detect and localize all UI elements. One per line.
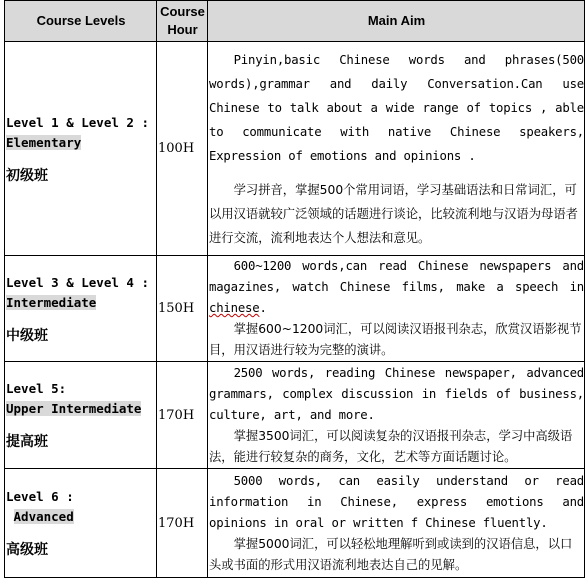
table-row-level-6 — [5, 469, 585, 578]
header-hour-line1: Course — [160, 4, 205, 19]
main-aim-cell — [208, 362, 585, 469]
header-main-aim: Main Aim — [208, 1, 585, 42]
level-name-line1: Level 5: — [6, 381, 67, 396]
main-aim-chinese: 掌握600~1200词汇，可以阅读汉语报刊杂志，欣赏汉语影视节目，用汉语进行较为完整的演讲。 — [209, 322, 582, 357]
course-hours: 170H — [157, 469, 208, 578]
main-aim-chinese: 掌握5000词汇，可以轻松地理解听到或读到的汉语信息，以口头或书面的形式用汉语流利地表达自己的见解。 — [209, 536, 573, 572]
header-course-levels: Course Levels — [5, 1, 157, 42]
header-hour-line2: Hour — [167, 22, 198, 37]
course-hours: 150H — [157, 256, 208, 362]
level-name-line1: Level 1 & Level 2 : — [6, 114, 149, 130]
table-row-level-5 — [5, 362, 585, 469]
level-cell — [5, 469, 157, 578]
level-cell — [5, 362, 157, 469]
spelling-underlined-word: chinese — [209, 301, 260, 315]
main-aim-english: Pinyin,basic Chinese words and phrases(500 words),grammar and daily Conversation.Can use Chinese to talk about a wide range of topics , able to communicate with native Chinese speakers, Expression of emotions and opinions . — [209, 52, 584, 163]
main-aim-english-part3: . — [259, 301, 267, 315]
main-aim-cell — [208, 256, 585, 362]
main-aim-chinese: 学习拼音，掌握500个常用词语，学习基础语法和日常词汇，可以用汉语就较广泛领域的话题进行谈论，比较流利地与汉语为母语者进行交流，流利地表达个人想法和意见。 — [209, 182, 578, 245]
level-name-line2: Advanced — [13, 509, 74, 524]
level-name-line2: Elementary — [6, 134, 82, 150]
table-row-level-1-2 — [5, 42, 585, 256]
table-row-level-3-4 — [5, 256, 585, 362]
level-name-chinese: 提高班 — [6, 434, 48, 450]
level-name-line2: Intermediate — [6, 294, 97, 310]
main-aim-chinese: 掌握3500词汇，可以阅读复杂的汉语报刊杂志，学习中高级语法，能进行较复杂的商务，文化，艺术等方面话题讨论。 — [209, 428, 573, 464]
header-row — [5, 1, 585, 42]
level-name-chinese: 高级班 — [6, 542, 48, 558]
level-name-line1: Level 6 : — [6, 489, 74, 504]
main-aim-english — [209, 256, 584, 319]
level-name-chinese: 初级班 — [6, 167, 48, 184]
level-cell — [5, 42, 157, 256]
main-aim-english: 5000 words, can easily understand or read information in Chinese, express emotions and opinions in oral or written f Chinese fluently. — [209, 473, 584, 530]
level-name-line1: Level 3 & Level 4 : — [6, 274, 149, 290]
main-aim-english-part1: 600~1200 words,can read Chinese newspapers and magazines, watch Chinese films, make a speech in — [209, 259, 584, 294]
main-aim-english: 2500 words, reading Chinese newspaper, advanced grammars, complex discussion in fields of business, culture, art, and more. — [209, 365, 584, 422]
header-course-hour — [157, 1, 208, 42]
level-cell — [5, 256, 157, 362]
level-name-chinese: 中级班 — [6, 327, 48, 344]
course-table — [4, 0, 585, 578]
course-hours: 100H — [157, 42, 208, 256]
course-hours: 170H — [157, 362, 208, 469]
level-name-line2: Upper Intermediate — [6, 401, 142, 416]
main-aim-cell — [208, 42, 585, 256]
main-aim-cell — [208, 469, 585, 578]
